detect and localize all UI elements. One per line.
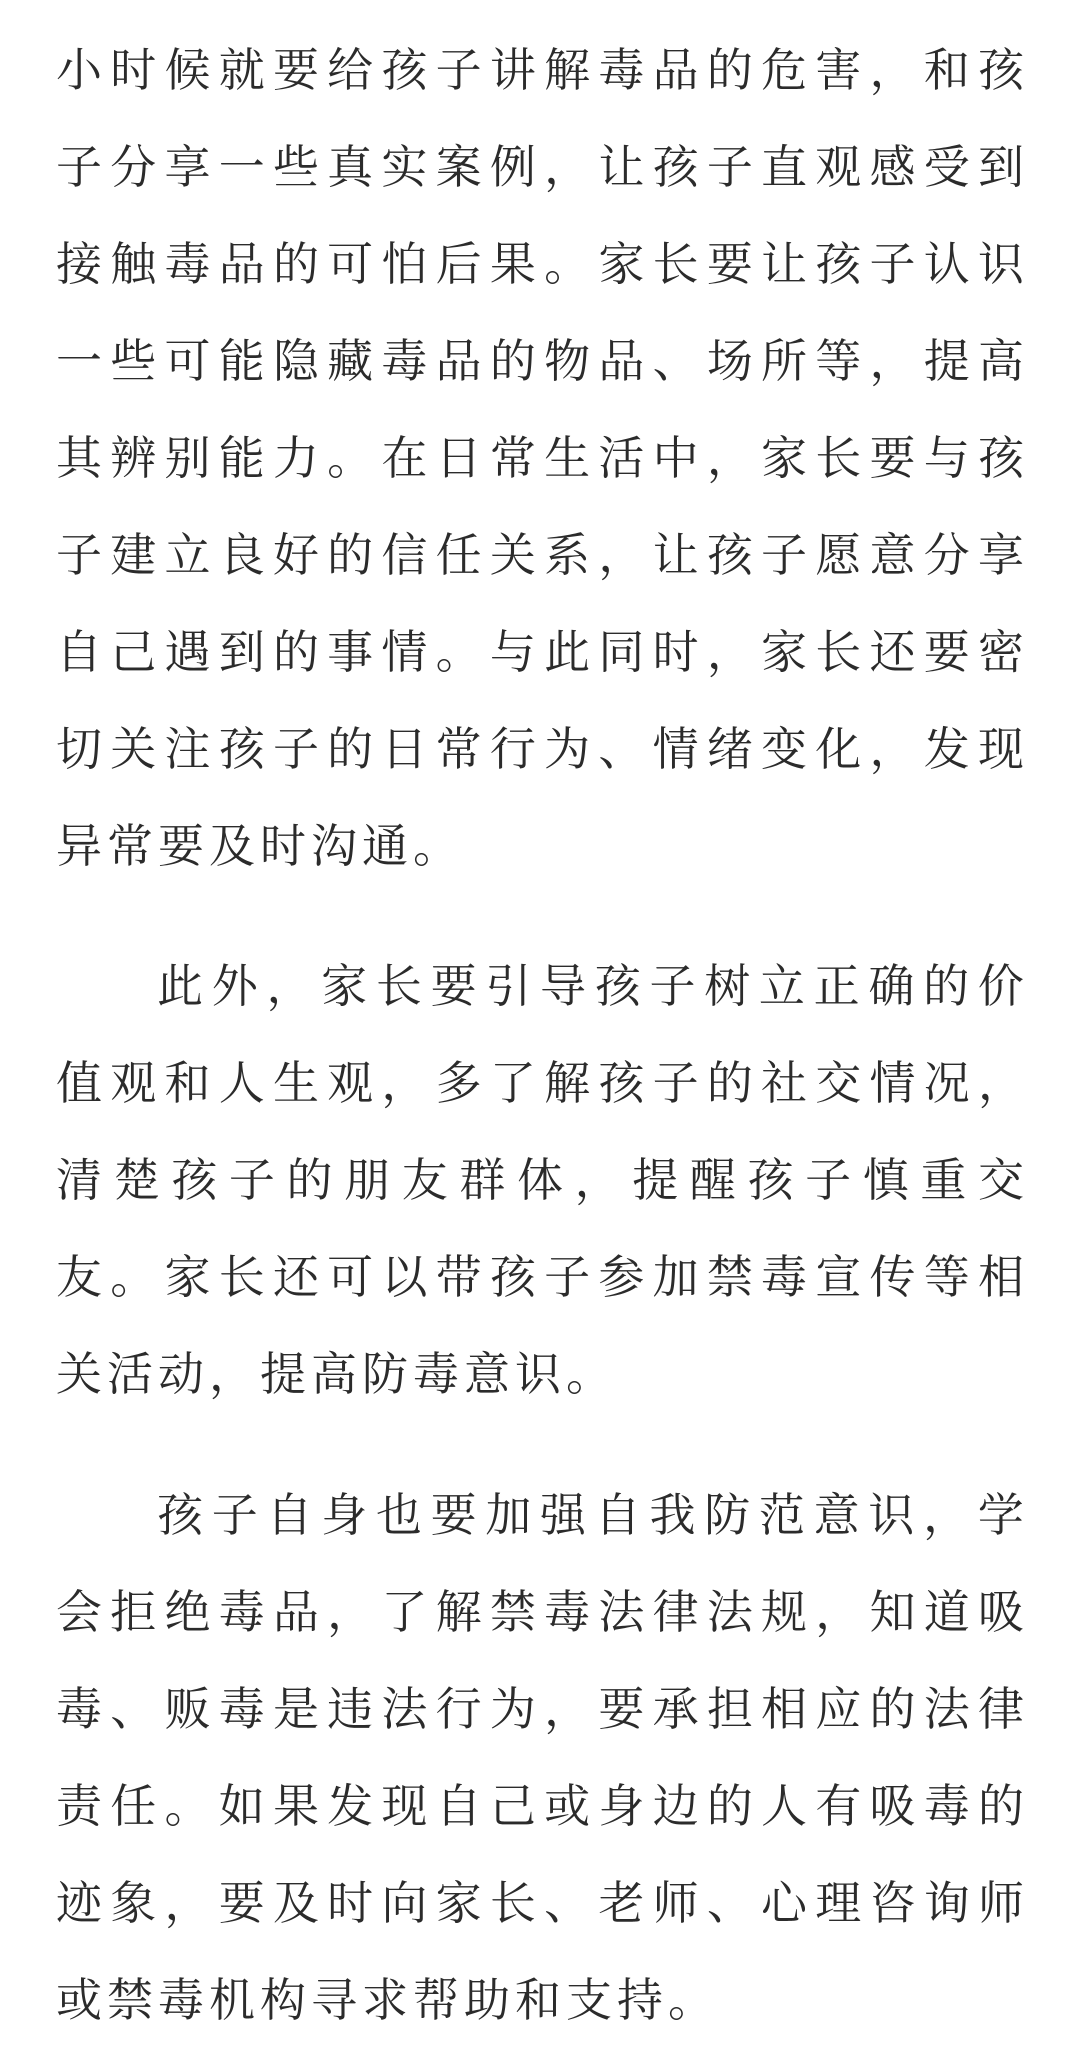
text-line: 责 任 。 如 果 发 现 自 己 或 身 边 的 人 有 吸 毒 的	[56, 1779, 1024, 1833]
text-line: 其 辨 别 能 力 。 在 日 常 生 活 中 ， 家 长 要 与 孩	[56, 431, 1024, 485]
text-line: 或禁毒机构寻求帮助和支持。	[56, 1973, 719, 2027]
text-line: 此 外 ， 家 长 要 引 导 孩 子 树 立 正 确 的 价	[157, 959, 1024, 1013]
text-line: 毒 、 贩 毒 是 违 法 行 为 ， 要 承 担 相 应 的 法 律	[56, 1682, 1024, 1736]
text-line: 友 。 家 长 还 可 以 带 孩 子 参 加 禁 毒 宣 传 等 相	[56, 1250, 1024, 1304]
text-line: 切 关 注 孩 子 的 日 常 行 为 、 情 绪 变 化 ， 发 现	[56, 722, 1024, 776]
text-line: 迹 象 ， 要 及 时 向 家 长 、 老 师 、 心 理 咨 询 师	[56, 1876, 1024, 1930]
text-line: 异常要及时沟通。	[56, 819, 464, 873]
text-line: 一 些 可 能 隐 藏 毒 品 的 物 品 、 场 所 等 ， 提 高	[56, 334, 1024, 388]
text-line: 值 观 和 人 生 观 ， 多 了 解 孩 子 的 社 交 情 况 ，	[56, 1056, 1024, 1110]
text-line: 清 楚 孩 子 的 朋 友 群 体 ， 提 醒 孩 子 慎 重 交	[56, 1153, 1024, 1207]
text-line: 小 时 候 就 要 给 孩 子 讲 解 毒 品 的 危 害 ， 和 孩	[56, 43, 1024, 97]
text-line: 接 触 毒 品 的 可 怕 后 果 。 家 长 要 让 孩 子 认 识	[56, 237, 1024, 291]
text-line: 会 拒 绝 毒 品 ， 了 解 禁 毒 法 律 法 规 ， 知 道 吸	[56, 1585, 1024, 1639]
text-line: 孩 子 自 身 也 要 加 强 自 我 防 范 意 识 ， 学	[157, 1488, 1024, 1542]
text-line: 自 己 遇 到 的 事 情 。 与 此 同 时 ， 家 长 还 要 密	[56, 625, 1024, 679]
text-line: 子 分 享 一 些 真 实 案 例 ， 让 孩 子 直 观 感 受 到	[56, 140, 1024, 194]
text-line: 关活动，提高防毒意识。	[56, 1347, 617, 1401]
text-line: 子 建 立 良 好 的 信 任 关 系 ， 让 孩 子 愿 意 分 享	[56, 528, 1024, 582]
